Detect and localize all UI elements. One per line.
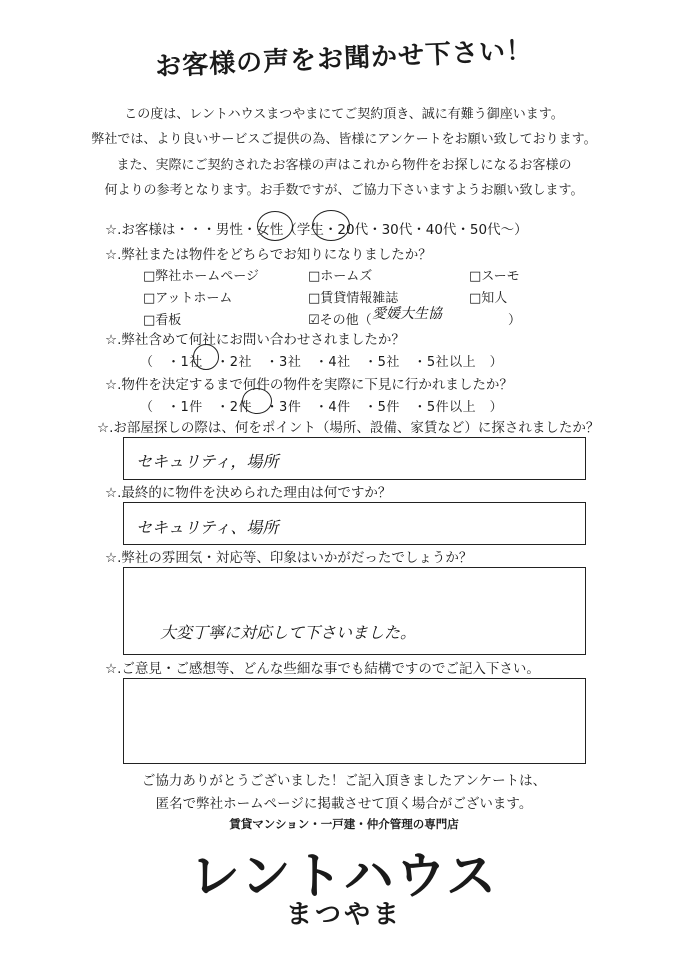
answer-circle-1-company	[193, 344, 219, 370]
question-decision-reason: ☆.最終的に物件を決められた理由は何ですか？	[105, 485, 392, 501]
question-impression: ☆.弊社の雰囲気・対応等、印象はいかがだったでしょうか？	[105, 550, 473, 566]
answer-box-search-points[interactable]	[123, 437, 586, 480]
question-search-points: ☆.お部屋探しの際は、何をポイント（場所、設備、家賃など）に探されましたか？	[97, 420, 600, 436]
intro-line-4: 何よりの参考となります。お手数ですが、ご協力下さいますようお願い致します。	[104, 183, 584, 198]
viewing-count-options[interactable]: （ ・1件 ・2件 ・3件 ・4件 ・5件 ・5件以上 ）	[140, 400, 504, 415]
option-other[interactable]: ☑その他（	[308, 313, 372, 328]
option-athome[interactable]: □アットホーム	[143, 291, 233, 306]
option-acquaintance[interactable]: □知人	[469, 291, 508, 306]
answer-circle-female	[257, 211, 293, 241]
footer-line-1: ご協力ありがとうございました！ご記入頂きましたアンケートは、	[141, 773, 547, 789]
question-inquiry-count: ☆.弊社含めて何社にお問い合わせされましたか？	[105, 332, 405, 348]
answer-box-impression[interactable]	[123, 567, 586, 655]
question-viewing-count: ☆.物件を決定するまで何件の物件を実際に下見に行かれましたか？	[105, 377, 513, 393]
question-source: ☆.弊社または物件をどちらでお知りになりましたか？	[105, 247, 432, 263]
answer-search-points: セキュリティ，場所	[136, 452, 279, 471]
question-comments: ☆.ご意見・ご感想等、どんな些細な事でも結構ですのでご記入下さい。	[105, 661, 540, 677]
answer-circle-student	[312, 210, 350, 241]
option-signboard[interactable]: □看板	[143, 313, 182, 328]
option-rental-magazine[interactable]: □賃貸情報雑誌	[308, 291, 399, 306]
option-other-close: ）	[508, 313, 522, 328]
answer-decision-reason: セキュリティ、場所	[136, 518, 279, 537]
intro-line-3: また、実際にご契約されたお客様の声はこれから物件をお探しになるお客様の	[116, 158, 572, 173]
answer-box-comments[interactable]	[123, 678, 586, 764]
option-company-homepage[interactable]: □弊社ホームページ	[143, 269, 260, 284]
option-homes[interactable]: □ホームズ	[308, 269, 373, 284]
option-suumo[interactable]: □スーモ	[469, 269, 520, 284]
logo-main-text: レントハウス	[189, 847, 499, 905]
answer-impression: 大変丁寧に対応して下さいました。	[160, 623, 417, 642]
logo-tagline: 賃貸マンション・一戸建・仲介管理の専門店	[229, 817, 459, 831]
page-title: お客様の声をお聞かせ下さい！	[154, 35, 534, 83]
inquiry-count-options[interactable]: （ ・1社 ・2社 ・3社 ・4社 ・5社 ・5社以上 ）	[140, 355, 504, 370]
footer-line-2: 匿名で弊社ホームページに掲載させて頂く場合がございます。	[155, 796, 533, 812]
answer-circle-2-properties	[242, 388, 272, 414]
other-handwritten-answer: 愛媛大生協	[372, 306, 442, 322]
intro-line-1: この度は、レントハウスまつやまにてご契約頂き、誠に有難う御座います。	[124, 107, 564, 122]
logo-sub-text: まつやま	[285, 900, 402, 930]
intro-line-2: 弊社では、より良いサービスご提供の為、皆様にアンケートをお願い致しております。	[91, 132, 597, 147]
answer-box-decision-reason[interactable]	[123, 502, 586, 545]
question-gender-age: ☆.お客様は・・・男性・女性（学生・20代・30代・40代・50代～）	[105, 222, 528, 238]
